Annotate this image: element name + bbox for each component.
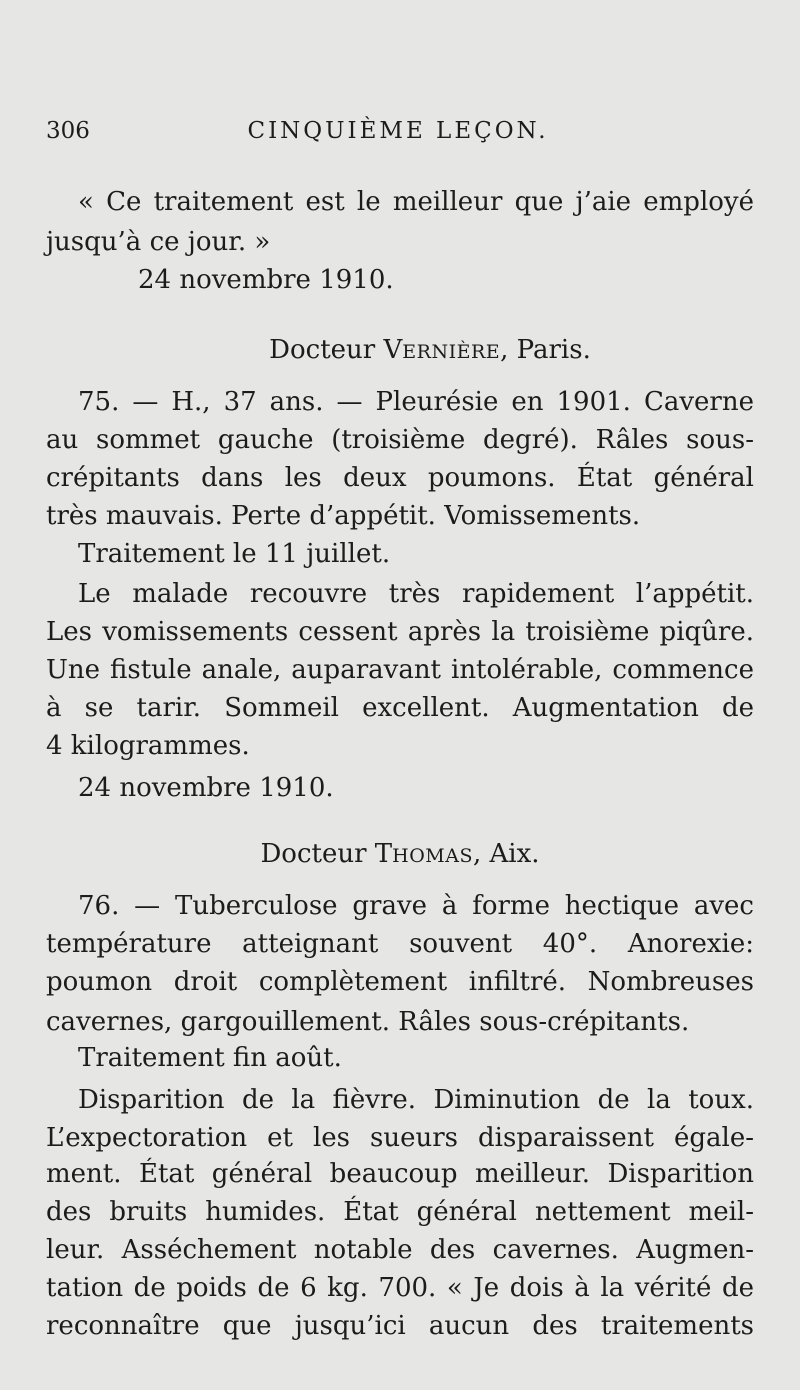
text-line: tation de poids de 6 kg. 700. « Je dois à la vérité de bbox=[46, 1273, 754, 1303]
date-line: 24 novembre 1910. bbox=[78, 773, 334, 803]
text-line: « Ce traitement est le meilleur que j’aie employé bbox=[78, 187, 754, 217]
running-title: CINQUIÈME LEÇON. bbox=[247, 118, 549, 144]
doctor-name-rest: ERNIÈRE bbox=[402, 341, 501, 363]
text-line: crépitants dans les deux poumons. État général bbox=[46, 463, 754, 493]
doctor-name-initial: V bbox=[383, 335, 403, 365]
text-line: reconnaître que jusqu’ici aucun des traitements bbox=[46, 1311, 754, 1341]
text-line: Disparition de la fièvre. Diminution de la toux. bbox=[78, 1085, 754, 1115]
text-line: Traitement fin août. bbox=[78, 1043, 342, 1073]
text-line: 76. — Tuberculose grave à forme hectique avec bbox=[78, 891, 754, 921]
text-line: des bruits humides. État général nettement meil- bbox=[46, 1197, 754, 1227]
doctor-city: , Paris. bbox=[500, 335, 591, 365]
text-line: à se tarir. Sommeil excellent. Augmentation de bbox=[46, 693, 754, 723]
text-line: leur. Asséchement notable des cavernes. Augmen- bbox=[46, 1235, 754, 1265]
doctor-heading bbox=[0, 836, 800, 874]
text-line: jusqu’à ce jour. » bbox=[46, 227, 271, 257]
doctor-heading bbox=[30, 332, 800, 370]
text-line: Une fistule anale, auparavant intolérable, commence bbox=[46, 655, 754, 685]
text-line: ment. État général beaucoup meilleur. Disparition bbox=[46, 1159, 754, 1189]
date-line: 24 novembre 1910. bbox=[138, 265, 394, 295]
text-line: 4 kilogrammes. bbox=[46, 731, 250, 761]
text-line: au sommet gauche (troisième degré). Râles sous- bbox=[46, 425, 754, 455]
doctor-name-rest: HOMAS bbox=[392, 845, 473, 867]
text-line: Les vomissements cessent après la troisième piqûre. bbox=[46, 617, 754, 647]
text-line: Traitement le 11 juillet. bbox=[78, 539, 391, 569]
doctor-name-initial: T bbox=[374, 839, 393, 869]
page-number: 306 bbox=[46, 118, 90, 144]
doctor-city: , Aix. bbox=[472, 839, 540, 869]
doctor-prefix: Docteur bbox=[269, 335, 376, 365]
doctor-prefix: Docteur bbox=[260, 839, 367, 869]
text-line: poumon droit complètement infiltré. Nombreuses bbox=[46, 967, 754, 997]
text-line: très mauvais. Perte d’appétit. Vomissements. bbox=[46, 501, 641, 531]
text-line: température atteignant souvent 40°. Anorexie: bbox=[46, 929, 754, 959]
page-header bbox=[46, 118, 750, 148]
text-line: 75. — H., 37 ans. — Pleurésie en 1901. Caverne bbox=[78, 387, 754, 417]
text-line: L’expectoration et les sueurs disparaissent égale- bbox=[46, 1123, 754, 1153]
text-line: cavernes, gargouillement. Râles sous-crépitants. bbox=[46, 1007, 690, 1037]
text-line: Le malade recouvre très rapidement l’appétit. bbox=[78, 579, 754, 609]
